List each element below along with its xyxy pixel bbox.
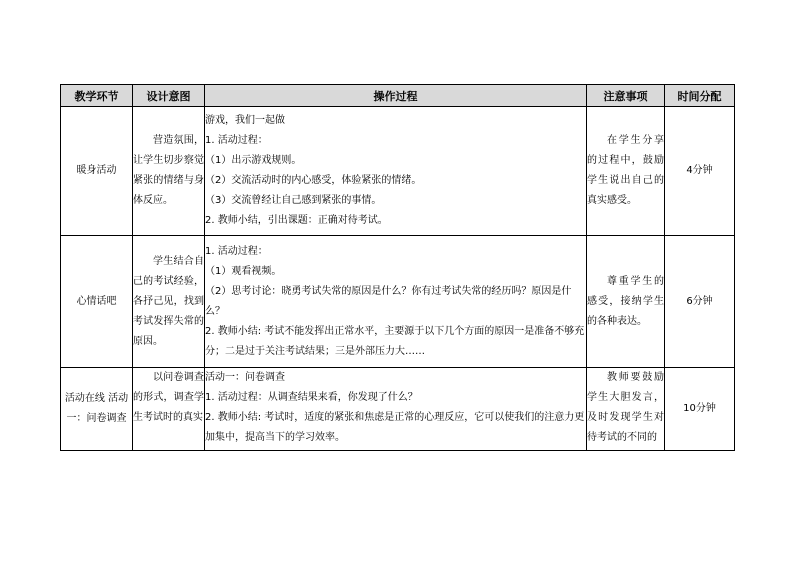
- notes-text: 教师要鼓励学生大胆发言，及时发现学生对待考试的不同的: [587, 372, 664, 443]
- step-line: 1. 活动过程：: [205, 245, 268, 257]
- step-line: （3）交流曾经让自己感到紧张的事情。: [205, 195, 382, 206]
- table-row: [61, 236, 735, 368]
- step-line: 1. 活动过程：: [205, 135, 268, 146]
- intent-text: 营造氛围，让学生切步察觉紧张的情绪与身体反应。: [133, 135, 204, 206]
- intent-cell: [133, 107, 205, 236]
- header-stage: 教学环节: [61, 85, 133, 107]
- header-steps: 操作过程: [205, 85, 587, 107]
- step-line: （2）思考讨论：晓勇考试失常的原因是什么？你有过考试失常的经历吗？原因是什么？: [205, 285, 572, 317]
- stage-cell: 暖身活动: [61, 107, 133, 236]
- step-line: （1）观看视频。: [205, 265, 282, 277]
- header-row: [61, 85, 735, 107]
- notes-cell: [587, 368, 665, 451]
- time-cell: 4分钟: [665, 107, 735, 236]
- step-line: 2. 教师小结: 考试不能发挥出正常水平，主要源于以下几个方面的原因一是准备不够充分；二是过于关注考试结果；三是外部压力大……: [205, 325, 585, 357]
- stage-cell: 心情话吧: [61, 236, 133, 368]
- header-notes: 注意事项: [587, 85, 665, 107]
- steps-cell: [205, 368, 587, 451]
- step-line: 2. 教师小结，引出课题：正确对待考试。: [205, 215, 388, 226]
- step-line: 1. 活动过程：从调查结果来看，你发现了什么？: [205, 392, 418, 403]
- notes-cell: [587, 107, 665, 236]
- step-line: 游戏，我们一起做: [205, 115, 285, 126]
- intent-text: 以问卷调查的形式，调查学生考试时的真实: [133, 372, 204, 423]
- steps-cell: [205, 107, 587, 236]
- steps-cell: [205, 236, 587, 368]
- step-line: 2. 教师小结: 考试时，适度的紧张和焦虑是正常的心理反应，它可以使我们的注意力更加集中，提高当下的学习效率。: [205, 412, 585, 443]
- notes-cell: [587, 236, 665, 368]
- header-intent: 设计意图: [133, 85, 205, 107]
- table-row: [61, 107, 735, 236]
- notes-text: 在学生分享的过程中，鼓励学生说出自己的真实感受。: [587, 135, 664, 206]
- step-line: （2）交流活动时的内心感受，体验紧张的情绪。: [205, 175, 422, 186]
- step-line: （1）出示游戏规则。: [205, 155, 302, 166]
- stage-cell: 活动在线 活动一：问卷调查: [61, 368, 133, 451]
- header-time: 时间分配: [665, 85, 735, 107]
- intent-text: 学生结合自己的考试经验，各抒己见，找到考试发挥失常的原因。: [133, 255, 204, 347]
- time-cell: 6分钟: [665, 236, 735, 368]
- table-row: [61, 368, 735, 451]
- intent-cell: [133, 236, 205, 368]
- step-line: 活动一：问卷调查: [205, 372, 285, 383]
- time-cell: 10分钟: [665, 368, 735, 451]
- notes-text: 尊重学生的感受，接纳学生的各种表达。: [587, 275, 664, 327]
- lesson-plan-table: [60, 84, 735, 451]
- intent-cell: [133, 368, 205, 451]
